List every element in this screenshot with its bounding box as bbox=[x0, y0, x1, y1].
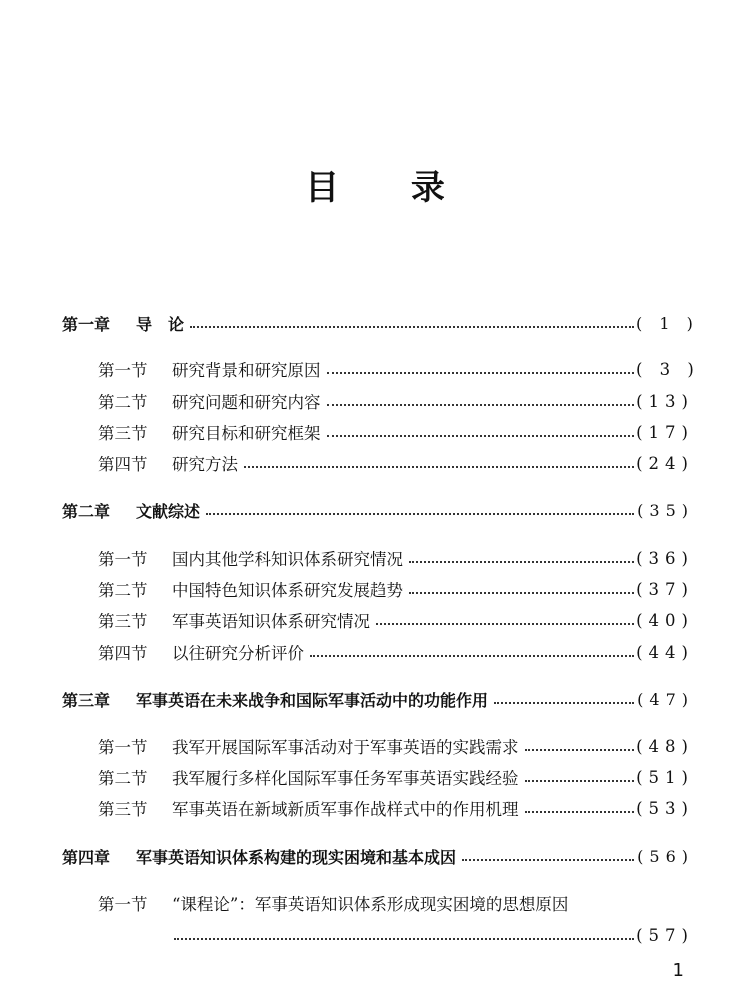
chapter-title: 导 论 bbox=[136, 314, 185, 334]
dot-leader bbox=[310, 641, 634, 657]
section-title: 研究问题和研究内容 bbox=[172, 393, 321, 412]
section-title: 国内其他学科知识体系研究情况 bbox=[172, 550, 403, 569]
dot-leader bbox=[462, 845, 634, 861]
dot-leader bbox=[327, 421, 635, 437]
section-title: 以往研究分析评价 bbox=[172, 644, 304, 663]
section-label: 第三节 bbox=[98, 800, 148, 819]
section-label: 第三节 bbox=[98, 424, 148, 443]
section-label: 第一节 bbox=[98, 361, 148, 380]
toc-section[interactable] bbox=[98, 450, 694, 476]
page-ref: (44) bbox=[636, 642, 694, 662]
page-ref: (13) bbox=[636, 391, 694, 411]
section-label: 第一节 bbox=[98, 738, 148, 757]
page-ref: (40) bbox=[636, 610, 694, 630]
toc-section[interactable] bbox=[98, 764, 694, 790]
page-ref: (48) bbox=[636, 736, 694, 756]
section-label: 第三节 bbox=[98, 612, 148, 631]
page-ref: (47) bbox=[637, 689, 694, 709]
toc-section-continuation[interactable] bbox=[98, 922, 694, 948]
dot-leader bbox=[525, 766, 635, 782]
dot-leader bbox=[525, 735, 635, 751]
toc-section[interactable] bbox=[98, 607, 694, 633]
page-ref: (37) bbox=[636, 579, 694, 599]
toc-section[interactable] bbox=[98, 419, 694, 445]
dot-leader bbox=[206, 499, 634, 515]
dot-leader bbox=[327, 358, 635, 374]
chapter-title: 文献综述 bbox=[136, 501, 201, 521]
toc-chapter-4[interactable] bbox=[62, 843, 694, 869]
page-title: 目 录 bbox=[305, 168, 475, 208]
section-title: 研究方法 bbox=[172, 455, 238, 474]
toc-section[interactable] bbox=[98, 733, 694, 759]
toc-section[interactable] bbox=[98, 356, 700, 382]
toc-chapter-2[interactable] bbox=[62, 497, 694, 523]
page-ref: (24) bbox=[636, 453, 694, 473]
toc-section[interactable] bbox=[98, 388, 694, 414]
section-title: 研究背景和研究原因 bbox=[172, 361, 321, 380]
section-label: 第二节 bbox=[98, 581, 148, 600]
toc-section[interactable] bbox=[98, 795, 694, 821]
section-title: 我军履行多样化国际军事任务军事英语实践经验 bbox=[172, 769, 519, 788]
dot-leader bbox=[525, 797, 635, 813]
toc-section[interactable] bbox=[98, 639, 694, 665]
section-label: 第二节 bbox=[98, 769, 148, 788]
page-ref: (57) bbox=[636, 925, 694, 945]
dot-leader bbox=[494, 688, 634, 704]
dot-leader bbox=[376, 609, 634, 625]
toc-section[interactable] bbox=[98, 576, 694, 602]
page-ref: (51) bbox=[636, 767, 694, 787]
section-title: “课程论”：军事英语知识体系形成现实困境的思想原因 bbox=[172, 895, 569, 914]
page-ref: (17) bbox=[636, 422, 694, 442]
section-label: 第一节 bbox=[98, 895, 148, 914]
chapter-label: 第四章 bbox=[62, 847, 111, 867]
toc-chapter-1[interactable] bbox=[62, 310, 699, 336]
dot-leader bbox=[174, 924, 634, 940]
section-title: 军事英语在新域新质军事作战样式中的作用机理 bbox=[172, 800, 519, 819]
page-ref: ( 1 ) bbox=[636, 313, 699, 333]
page-ref: (56) bbox=[637, 846, 694, 866]
page-ref: (53) bbox=[636, 798, 694, 818]
dot-leader bbox=[409, 547, 634, 563]
chapter-label: 第三章 bbox=[62, 690, 111, 710]
chapter-label: 第一章 bbox=[62, 314, 111, 334]
dot-leader bbox=[244, 452, 634, 468]
section-label: 第四节 bbox=[98, 644, 148, 663]
page-ref: (35) bbox=[637, 500, 694, 520]
section-label: 第一节 bbox=[98, 550, 148, 569]
toc-section[interactable] bbox=[98, 890, 688, 916]
section-label: 第二节 bbox=[98, 393, 148, 412]
chapter-title: 军事英语知识体系构建的现实困境和基本成因 bbox=[136, 847, 457, 867]
dot-leader bbox=[409, 578, 634, 594]
section-label: 第四节 bbox=[98, 455, 148, 474]
toc-chapter-3[interactable] bbox=[62, 686, 694, 712]
toc-section[interactable] bbox=[98, 545, 694, 571]
section-title: 中国特色知识体系研究发展趋势 bbox=[172, 581, 403, 600]
chapter-label: 第二章 bbox=[62, 501, 111, 521]
page-ref: (36) bbox=[636, 548, 694, 568]
page-ref: ( 3 ) bbox=[636, 359, 700, 379]
dot-leader bbox=[327, 390, 635, 406]
chapter-title: 军事英语在未来战争和国际军事活动中的功能作用 bbox=[136, 690, 489, 710]
dot-leader bbox=[190, 312, 634, 328]
section-title: 我军开展国际军事活动对于军事英语的实践需求 bbox=[172, 738, 519, 757]
section-title: 军事英语知识体系研究情况 bbox=[172, 612, 370, 631]
section-title: 研究目标和研究框架 bbox=[172, 424, 321, 443]
page-number: 1 bbox=[672, 960, 684, 981]
